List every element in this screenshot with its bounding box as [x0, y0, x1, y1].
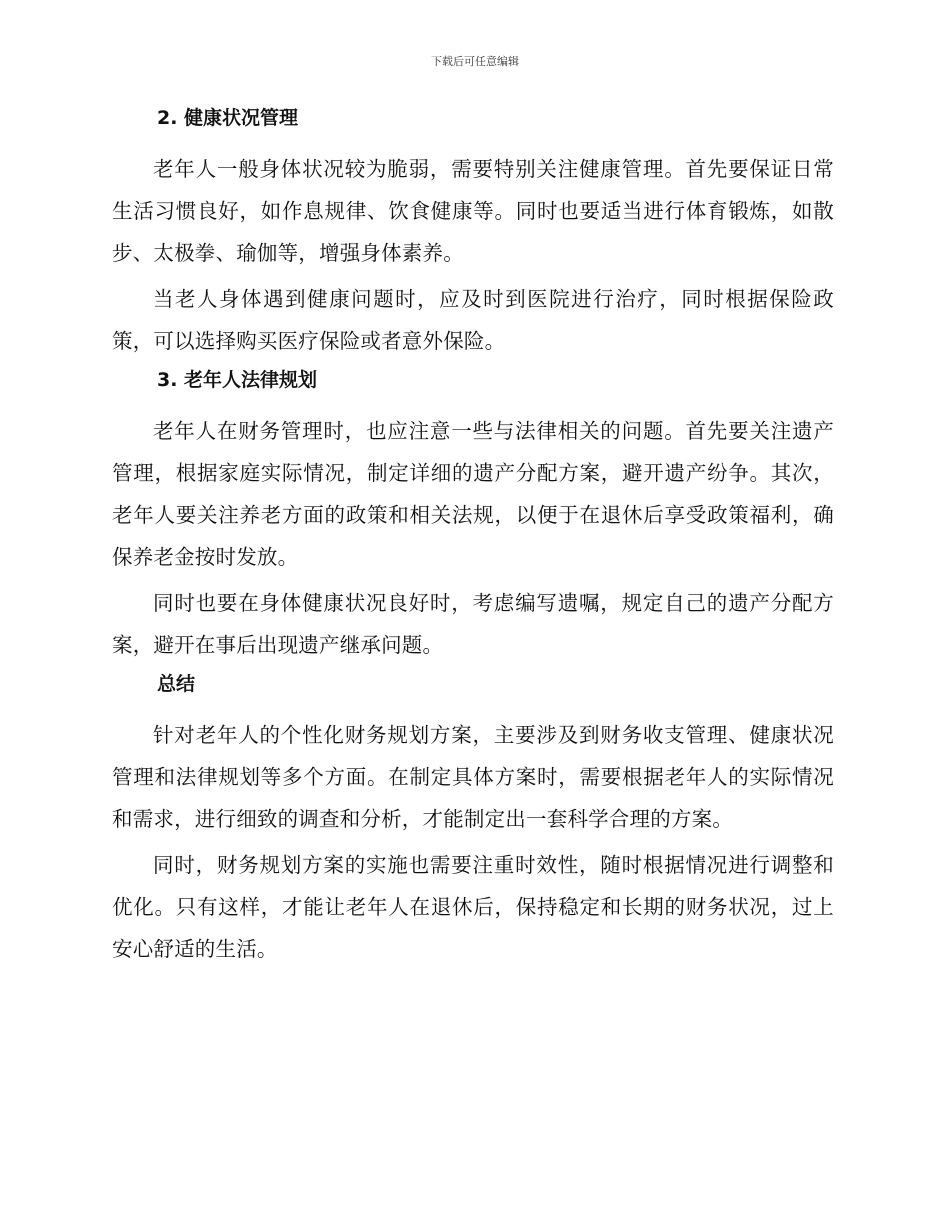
paragraph: 老年人在财务管理时，也应注意一些与法律相关的问题。首先要关注遗产管理，根据家庭实际情况，制定详细的遗产分配方案，避开遗产纷争。其次，老年人要关注养老方面的政策和相关法规，以便于在退休后享受政策福利，确保养老金按时发放。 — [112, 419, 834, 569]
paragraph: 同时也要在身体健康状况良好时，考虑编写遗嘱，规定自己的遗产分配方案，避开在事后出现遗产继承问题。 — [112, 591, 834, 657]
section-heading: 2. 健康状况管理 — [157, 107, 299, 129]
page-header: 下载后可任意编辑 — [431, 55, 519, 68]
section-summary — [112, 670, 834, 970]
section-heading: 3. 老年人法律规划 — [157, 369, 318, 391]
document-body — [112, 104, 834, 974]
paragraph: 老年人一般身体状况较为脆弱，需要特别关注健康管理。首先要保证日常生活习惯良好，如作息规律、饮食健康等。同时也要适当进行体育锻炼，如散步、太极拳、瑜伽等，增强身体素养。 — [112, 157, 834, 265]
paragraph: 针对老年人的个性化财务规划方案，主要涉及到财务收支管理、健康状况管理和法律规划等多个方面。在制定具体方案时，需要根据老年人的实际情况和需求，进行细致的调查和分析，才能制定出一套科学合理的方案。 — [112, 723, 834, 831]
paragraph: 当老人身体遇到健康问题时，应及时到医院进行治疗，同时根据保险政策，可以选择购买医疗保险或者意外保险。 — [112, 287, 834, 353]
paragraph: 同时，财务规划方案的实施也需要注重时效性，随时根据情况进行调整和优化。只有这样，才能让老年人在退休后，保持稳定和长期的财务状况，过上安心舒适的生活。 — [112, 853, 834, 961]
section-legal-planning — [112, 366, 834, 666]
section-heading: 总结 — [157, 673, 196, 695]
section-health-management — [112, 104, 834, 362]
